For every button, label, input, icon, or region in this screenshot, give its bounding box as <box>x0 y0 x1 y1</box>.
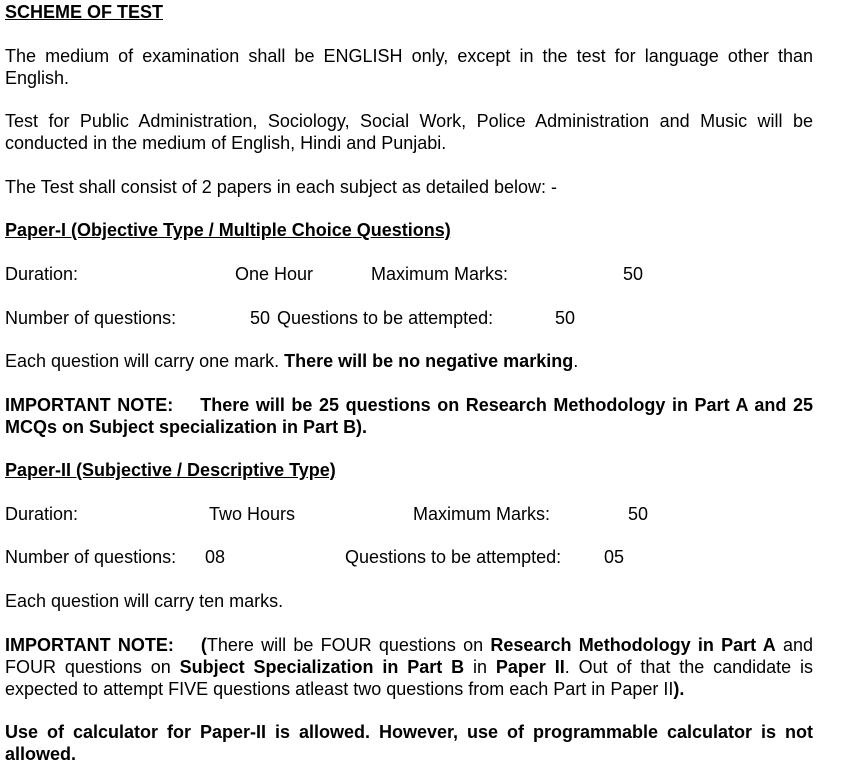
paper1-note-label: IMPORTANT NOTE: <box>5 395 174 415</box>
paper1-duration-label: Duration: <box>5 264 79 284</box>
paper1-max-marks-value: 50 <box>623 264 644 284</box>
paper2-duration-row <box>5 503 813 525</box>
paper2-duration-label: Duration: <box>5 504 79 524</box>
paper2-duration-value: Two Hours <box>209 504 296 524</box>
paper1-attempt-value: 50 <box>555 308 576 328</box>
paper1-questions-row <box>5 307 813 329</box>
paper2-heading-text: Paper-II (Subjective / Descriptive Type) <box>5 460 336 480</box>
subjects-paragraph: Test for Public Administration, Sociology, Social Work, Police Administration and Music will be conducted in the medium of English, Hindi and Punjabi. <box>5 111 813 153</box>
paper1-important-note <box>5 394 813 438</box>
paper1-marks-end: . <box>573 351 579 371</box>
paper2-note-close: ). <box>673 679 685 699</box>
paper1-num-questions-value: 50 <box>250 308 271 328</box>
paper2-num-questions-label: Number of questions: <box>5 547 177 567</box>
paper2-max-marks-label: Maximum Marks: <box>413 504 551 524</box>
paper1-num-questions-label: Number of questions: <box>5 308 177 328</box>
papers-paragraph: The Test shall consist of 2 papers in each subject as detailed below: - <box>5 177 557 197</box>
paper1-heading-text: Paper-I (Objective Type / Multiple Choice Questions) <box>5 220 451 240</box>
paper2-note-part-a: Research Methodology in Part A <box>490 635 776 655</box>
paper2-note-label: IMPORTANT NOTE: <box>5 635 174 655</box>
paper2-marks-paragraph: Each question will carry ten marks. <box>5 591 284 611</box>
paper2-max-marks-value: 50 <box>628 504 649 524</box>
paper2-note-open: ( <box>200 635 207 655</box>
paper2-note-text-3: in <box>464 657 496 677</box>
paper1-marks-text: Each question will carry one mark. <box>5 351 285 371</box>
paper2-questions-row <box>5 546 813 568</box>
paper2-note-part-b: Subject Specialization in Part B <box>179 657 465 677</box>
paper1-note-text: There will be 25 questions on Research Methodology in Part A and 25 MCQs on Subject specialization in Part B). <box>5 395 813 437</box>
scheme-title: SCHEME OF TEST <box>5 2 164 22</box>
paper1-attempt-label: Questions to be attempted: <box>277 308 494 328</box>
paper1-duration-row <box>5 263 813 285</box>
paper2-heading <box>5 459 813 481</box>
paper1-heading <box>5 219 813 241</box>
paper1-duration-value: One Hour <box>235 264 314 284</box>
calculator-note: Use of calculator for Paper-II is allowed. However, use of programmable calculator is not allowed. <box>5 722 813 764</box>
paper2-important-note <box>5 634 813 700</box>
paper2-note-text-2: and FOUR questions on <box>5 635 813 677</box>
paper2-attempt-label: Questions to be attempted: <box>345 547 562 567</box>
paper2-note-paper: Paper II <box>495 657 565 677</box>
paper2-attempt-value: 05 <box>604 547 625 567</box>
paper1-max-marks-label: Maximum Marks: <box>371 264 509 284</box>
page-title <box>5 1 813 23</box>
paper2-note-text-4: . Out of that the candidate is expected to attempt FIVE questions atleast two questions from each Part in Paper II <box>5 657 814 699</box>
medium-paragraph: The medium of examination shall be ENGLISH only, except in the test for language other than English. <box>5 46 813 88</box>
paper2-num-questions-value: 08 <box>205 547 226 567</box>
paper2-note-text-1: There will be FOUR questions on <box>206 635 491 655</box>
paper1-marks-paragraph <box>5 350 813 372</box>
paper1-negative-marking: There will be no negative marking <box>284 351 574 371</box>
